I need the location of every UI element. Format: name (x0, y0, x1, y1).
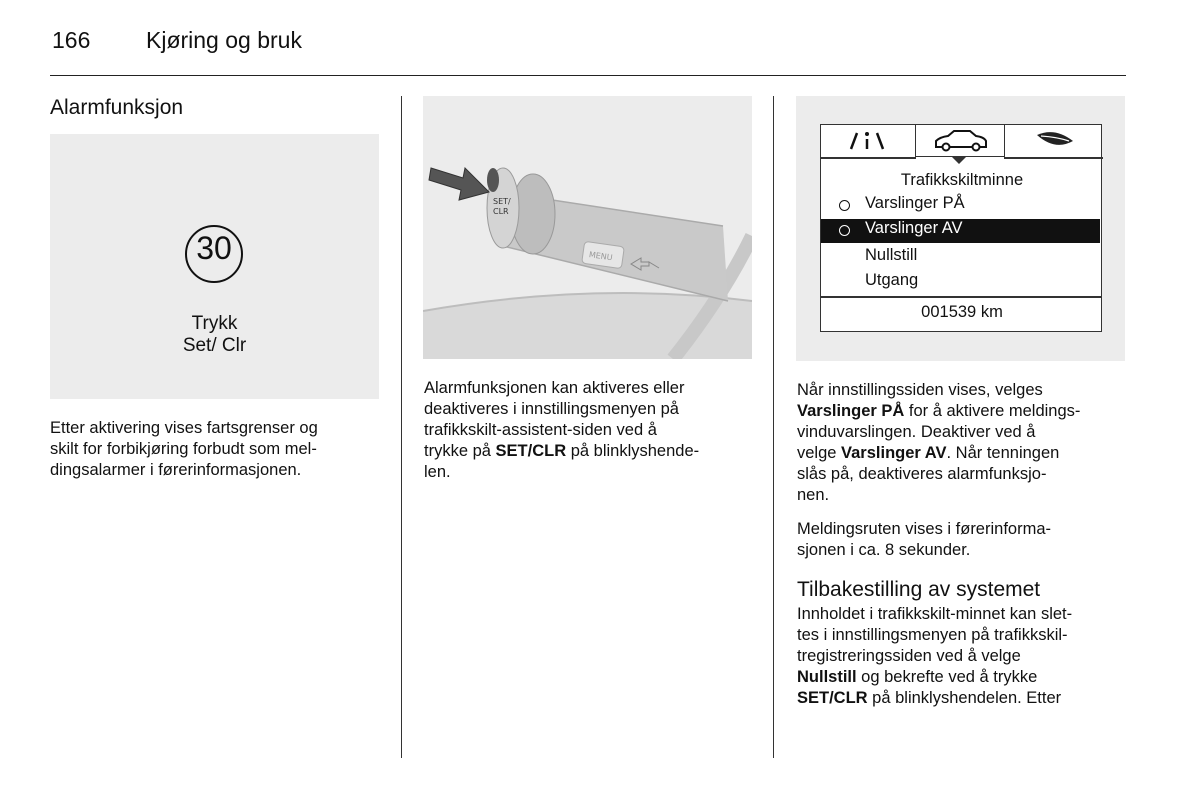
body-paragraph (797, 380, 1080, 506)
body-paragraph (797, 604, 1072, 709)
button-reference: SET/CLR (797, 689, 868, 707)
pointer-arrow-icon (429, 168, 489, 200)
section-heading: Tilbakestilling av systemet (797, 578, 1041, 601)
radio-icon (839, 200, 850, 211)
section-heading: Alarmfunksjon (50, 96, 184, 119)
display-option: Varslinger PÅ (865, 194, 965, 212)
body-paragraph (50, 418, 318, 481)
tab-road-icon (821, 125, 913, 157)
text-line: tregistreringssiden ved å velge (797, 647, 1021, 665)
menu-option-reference: Varslinger AV (841, 444, 947, 462)
text-line: SET/CLR på blinklyshendelen. Etter (797, 689, 1062, 707)
text-line: vinduvarslingen. Deaktiver ved å (797, 423, 1036, 441)
odometer-readout: 001539 km (921, 303, 1003, 321)
text-line: trafikkskilt-assistent-siden ved å (424, 421, 657, 439)
display-title: Trafikkskiltminne (900, 171, 1024, 189)
text-line: Etter aktivering vises fartsgrenser og (50, 419, 318, 437)
info-display (820, 124, 1102, 332)
radio-icon (839, 225, 850, 236)
tab-car-icon (915, 125, 1005, 157)
turn-signal-lever-illustration (423, 96, 752, 359)
display-figure (796, 96, 1125, 361)
column-divider (773, 96, 774, 758)
text-line: nen. (797, 486, 830, 504)
speed-limit-figure (50, 134, 379, 399)
text-line: Innholdet i trafikkskilt-minnet kan slet- (797, 605, 1073, 623)
body-paragraph (797, 519, 1051, 561)
text-line: Når innstillingssiden vises, velges (797, 381, 1043, 399)
stalk-illustration (423, 96, 752, 359)
knob-label: CLR (493, 207, 509, 216)
menu-option-reference: Varslinger PÅ (797, 402, 905, 420)
menu-option-reference: Nullstill (797, 668, 857, 686)
page-number: 166 (52, 27, 91, 53)
text-line: Alarmfunksjonen kan aktiveres eller (424, 379, 685, 397)
button-reference: SET/CLR (495, 442, 567, 460)
text-line: velge Varslinger AV. Når tenningen (797, 444, 1060, 462)
text-line: slås på, deaktiveres alarmfunksjo- (797, 465, 1047, 483)
knob-label: SET/ (493, 197, 511, 206)
text-line: dingsalarmer i førerinformasjonen. (50, 461, 302, 479)
text-line: len. (424, 463, 451, 481)
header-divider (50, 75, 1126, 76)
tab-pointer-icon (952, 157, 966, 164)
body-paragraph (424, 378, 699, 483)
display-option: Utgang (865, 271, 919, 289)
figure-caption-line: Trykk (191, 313, 238, 334)
tab-eco-leaf-icon (1007, 125, 1101, 157)
speed-limit-value: 30 (196, 230, 232, 266)
figure-caption-line: Set/ Clr (182, 335, 247, 356)
text-line: Varslinger PÅ for å aktivere meldings- (797, 402, 1081, 420)
text-line: deaktiveres i innstillingsmenyen på (424, 400, 679, 418)
menu-button-label: MENU (588, 250, 614, 263)
chapter-title: Kjøring og bruk (146, 27, 302, 53)
column-divider (401, 96, 402, 758)
text-line: trykke på SET/CLR på blinklyshende- (424, 442, 700, 460)
text-line: sjonen i ca. 8 sekunder. (797, 541, 971, 559)
text-line: Meldingsruten vises i førerinforma- (797, 520, 1051, 538)
display-option: Varslinger AV (865, 219, 963, 237)
text-line: skilt for forbikjøring forbudt som mel- (50, 440, 317, 458)
text-line: tes i innstillingsmenyen på trafikkskil- (797, 626, 1068, 644)
text-line: Nullstill og bekrefte ved å trykke (797, 668, 1038, 686)
display-option: Nullstill (865, 246, 918, 264)
